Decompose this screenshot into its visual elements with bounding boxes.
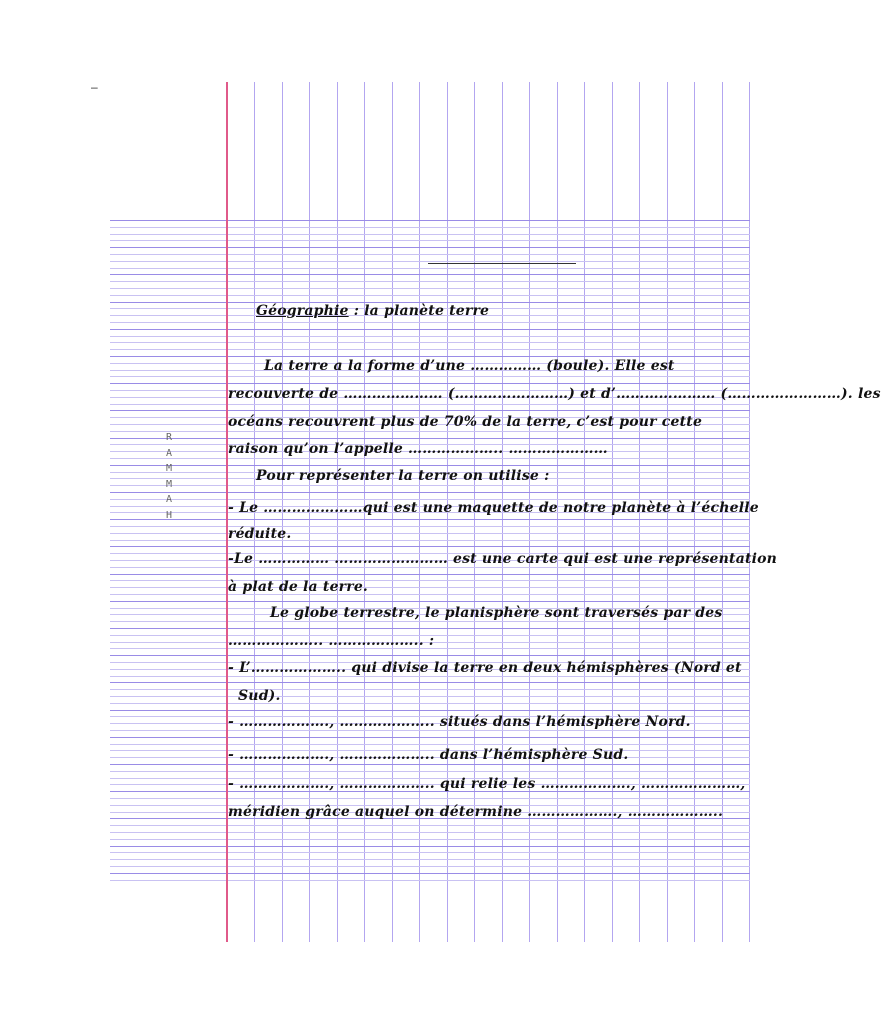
ruled-line bbox=[110, 247, 750, 248]
ruled-line bbox=[110, 295, 750, 296]
text-line: - ………………., ……………….. qui relie les ………………., …………………, bbox=[228, 776, 746, 792]
ruled-line bbox=[110, 376, 750, 377]
ruled-line bbox=[110, 356, 750, 357]
ruled-line bbox=[110, 580, 750, 581]
ruled-line bbox=[110, 465, 750, 466]
ruled-line bbox=[110, 336, 750, 337]
ruled-line bbox=[110, 689, 750, 690]
heading-rest: : la planète terre bbox=[348, 303, 490, 319]
ruled-line bbox=[110, 873, 750, 874]
side-letter: A bbox=[165, 447, 173, 459]
ruled-line bbox=[110, 492, 750, 493]
ruled-line bbox=[110, 342, 750, 343]
ruled-line bbox=[110, 227, 750, 228]
ruled-line bbox=[110, 567, 750, 568]
ruled-line bbox=[110, 730, 750, 731]
ruled-line bbox=[110, 349, 750, 350]
side-label bbox=[160, 430, 178, 523]
ruled-line bbox=[110, 281, 750, 282]
ruled-line bbox=[110, 825, 750, 826]
ruled-line bbox=[110, 859, 750, 860]
text-line: - Le …………………qui est une maquette de notre planète à l’échelle bbox=[228, 500, 759, 516]
ruled-line bbox=[110, 771, 750, 772]
side-letter: M bbox=[165, 463, 173, 474]
heading bbox=[256, 303, 489, 319]
text-line: La terre a la forme d’une …………… (boule). Elle est bbox=[264, 358, 675, 374]
ruled-line bbox=[110, 220, 750, 221]
ruled-line bbox=[110, 764, 750, 765]
ruled-line bbox=[110, 682, 750, 683]
text-line: à plat de la terre. bbox=[228, 579, 369, 595]
ruled-line bbox=[110, 839, 750, 840]
ruled-line bbox=[110, 628, 750, 629]
ruled-line bbox=[110, 383, 750, 384]
heading-subject: Géographie bbox=[256, 303, 349, 319]
ruled-line bbox=[110, 546, 750, 547]
ruled-line bbox=[110, 587, 750, 588]
ruled-line bbox=[110, 234, 750, 235]
ruled-line bbox=[110, 866, 750, 867]
text-line: réduite. bbox=[228, 526, 292, 542]
title-rule bbox=[428, 263, 576, 264]
ruled-line bbox=[110, 288, 750, 289]
text-line: méridien grâce auquel on détermine ………………., ……………….. bbox=[228, 804, 724, 820]
ruled-line bbox=[110, 261, 750, 262]
ruled-line bbox=[110, 676, 750, 677]
ruled-line bbox=[110, 329, 750, 330]
ruled-line bbox=[110, 438, 750, 439]
text-line: Pour représenter la terre on utilise : bbox=[256, 468, 550, 484]
text-line: -Le …………… …………………… est une carte qui est une représentation bbox=[228, 551, 778, 567]
ruled-line bbox=[110, 458, 750, 459]
ruled-line bbox=[110, 268, 750, 269]
ruled-line bbox=[110, 526, 750, 527]
side-letter: A bbox=[165, 494, 173, 505]
text-line: océans recouvrent plus de 70% de la terre, c’est pour cette bbox=[228, 414, 703, 430]
ruled-line bbox=[110, 431, 750, 432]
ruled-line bbox=[110, 485, 750, 486]
ruled-line bbox=[110, 621, 750, 622]
ruled-line bbox=[110, 655, 750, 656]
ruled-line bbox=[110, 540, 750, 541]
side-letter: R bbox=[165, 432, 173, 443]
stray-mark: – bbox=[91, 80, 98, 94]
text-line: - L’……………….. qui divise la terre en deux hémisphères (Nord et bbox=[228, 660, 742, 676]
ruled-line bbox=[110, 846, 750, 847]
ruled-line bbox=[110, 519, 750, 520]
ruled-line bbox=[110, 574, 750, 575]
text-line: raison qu’on l’appelle ……………….. ………………… bbox=[228, 441, 608, 457]
ruled-line bbox=[110, 696, 750, 697]
ruled-line bbox=[110, 240, 750, 241]
text-line: - ………………., ……………….. situés dans l’hémisphère Nord. bbox=[228, 714, 691, 730]
text-line: ……………….. ……………….. : bbox=[228, 633, 435, 649]
ruled-line bbox=[110, 601, 750, 602]
ruled-line bbox=[110, 410, 750, 411]
side-letter: M bbox=[165, 478, 173, 490]
ruled-line bbox=[110, 737, 750, 738]
ruled-line bbox=[110, 594, 750, 595]
ruled-line bbox=[110, 533, 750, 534]
ruled-line bbox=[110, 880, 750, 881]
text-line: recouverte de ………………… (……………………) et d’………………… (……………………). les bbox=[228, 386, 881, 402]
ruled-line bbox=[110, 703, 750, 704]
ruled-line bbox=[110, 744, 750, 745]
ruled-line bbox=[110, 274, 750, 275]
text-line: Sud). bbox=[238, 688, 281, 704]
ruled-line bbox=[110, 254, 750, 255]
ruled-line bbox=[110, 798, 750, 799]
ruled-line bbox=[110, 404, 750, 405]
ruled-line bbox=[110, 710, 750, 711]
ruled-line bbox=[110, 322, 750, 323]
text-line: - ………………., ……………….. dans l’hémisphère Sud. bbox=[228, 747, 629, 763]
side-letter: H bbox=[165, 509, 173, 521]
text-line: Le globe terrestre, le planisphère sont traversés par des bbox=[270, 605, 723, 621]
ruled-line bbox=[110, 852, 750, 853]
ruled-line bbox=[110, 832, 750, 833]
